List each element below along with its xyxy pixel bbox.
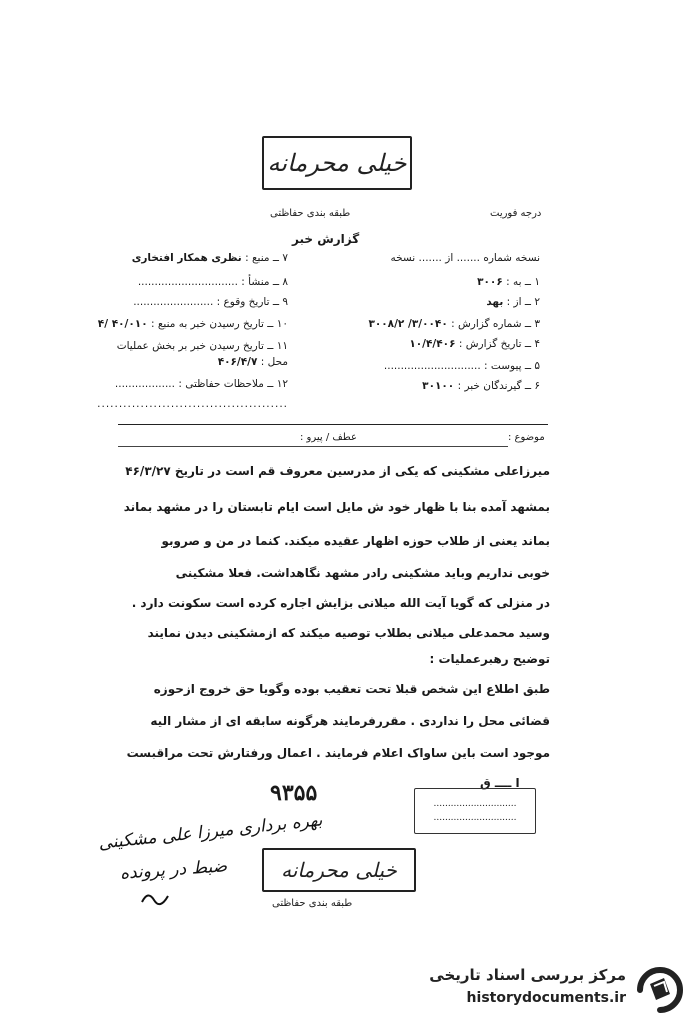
number-stamp: ۹۳۵۵ xyxy=(270,780,318,806)
classification-stamp-top xyxy=(262,136,412,190)
body-line: خوبی نداریم وباید مشکینی رادر مشهد نگاهداشت. فعلا مشکینی xyxy=(175,566,550,580)
signoff: ا ــــ ق xyxy=(480,776,520,790)
field-news-to-source-date: ۱۰ ــ تاریخ رسیدن خبر به منبع : ۴۰/۰۱۰ /۴ xyxy=(97,318,288,330)
field-from: ۲ ــ از : بهد xyxy=(486,296,540,308)
field-report-number: ۳ ــ شماره گزارش : ۳/۰۰۴۰/ ۳۰۰۸/۲ xyxy=(368,318,540,330)
divider-top xyxy=(118,424,548,425)
urgency-label: درجه فوریت xyxy=(490,208,542,219)
field-security-notes: ۱۲ ــ ملاحظات حفاظتی : .................. xyxy=(114,378,288,390)
body-line: میرزاعلی مشکینی که یکی از مدرسین معروف قم است در تاریخ ۴۶/۳/۲۷ xyxy=(125,464,550,478)
divider-subject xyxy=(118,446,508,447)
reference-label: عطف / پیرو : xyxy=(300,432,357,443)
field-location: محل : ۴۰۶/۴/۷ xyxy=(217,356,288,368)
field-to: ۱ ــ به : ۳۰۰۶ xyxy=(477,276,540,288)
classification-stamp-text: خیلی محرمانه xyxy=(267,149,407,177)
signature-scribble xyxy=(140,888,170,908)
body-line: قضائی محل را نداردی . مقررفرمایند هرگونه سابقه ای از مشار الیه xyxy=(150,714,550,728)
archive-site: historydocuments.ir xyxy=(466,990,626,1006)
body-line: توضیح رهبرعملیات : xyxy=(429,652,550,666)
archive-watermark xyxy=(420,962,690,1018)
handwritten-note: ضبط در پرونده xyxy=(119,856,228,884)
report-title: گزارش خبر xyxy=(292,232,360,246)
archive-name: مرکز بررسی اسناد تاریخی xyxy=(429,966,626,984)
classification-stamp-text: خیلی محرمانه xyxy=(281,858,397,882)
body-line: بمشهد آمده بنا با ظهار خود ش مایل است ایام تابستان را در مشهد بماند xyxy=(123,500,550,514)
body-line: موجود است باین ساواک اعلام فرمایند . اعمال ورفتارش تحت مراقبست xyxy=(126,746,550,760)
field-copy-number: نسخه شماره ....... از ....... نسخه xyxy=(390,252,540,264)
field-occurrence-date: ۹ ــ تاریخ وقوع : ........................ xyxy=(133,296,288,308)
field-news-to-ops-date: ۱۱ ــ تاریخ رسیدن خبر بر بخش عملیات xyxy=(116,340,288,352)
subject-label: موضوع : xyxy=(508,432,545,443)
body-line: طبق اطلاع این شخص قبلا تحت تعقیب بوده وگویا حق خروج ازحوزه xyxy=(153,682,550,696)
field-dots-line: ............................................ xyxy=(97,398,288,410)
register-stamp: ............................. ............................. xyxy=(414,788,536,834)
field-attachment: ۵ ــ پیوست : ............................. xyxy=(383,360,540,372)
field-recipients: ۶ ــ گیرندگان خبر : ۳۰۱۰۰ xyxy=(422,380,540,392)
classification-stamp-bottom xyxy=(262,848,416,892)
body-line: در منزلی که گویا آیت الله میلانی بزایش اجاره کرده است سکونت دارد . xyxy=(131,596,550,610)
classification-label-bottom: طبقه بندی حفاظتی xyxy=(272,898,353,909)
classification-label-top: طبقه بندی حفاظتی xyxy=(270,208,351,219)
handwritten-signature xyxy=(140,888,170,908)
handwritten-note: بهره برداری میرزا علی مشکینی xyxy=(97,810,324,854)
field-source: ۷ ــ منبع : نظری همکار افتخاری xyxy=(131,252,288,264)
body-line: بماند یعنی از طلاب حوزه اظهار عقیده میکند. کنما در من و صروبو xyxy=(161,534,550,548)
body-line: وسید محمدعلی میلانی بطلاب توصیه میکند که ازمشکینی دیدن نمایند xyxy=(147,626,550,640)
field-report-date: ۴ ــ تاریخ گزارش : ۱۰/۴/۴۰۶ xyxy=(409,338,540,350)
archive-logo-icon xyxy=(634,964,686,1016)
field-origin: ۸ ــ منشأ : .............................. xyxy=(137,276,288,288)
